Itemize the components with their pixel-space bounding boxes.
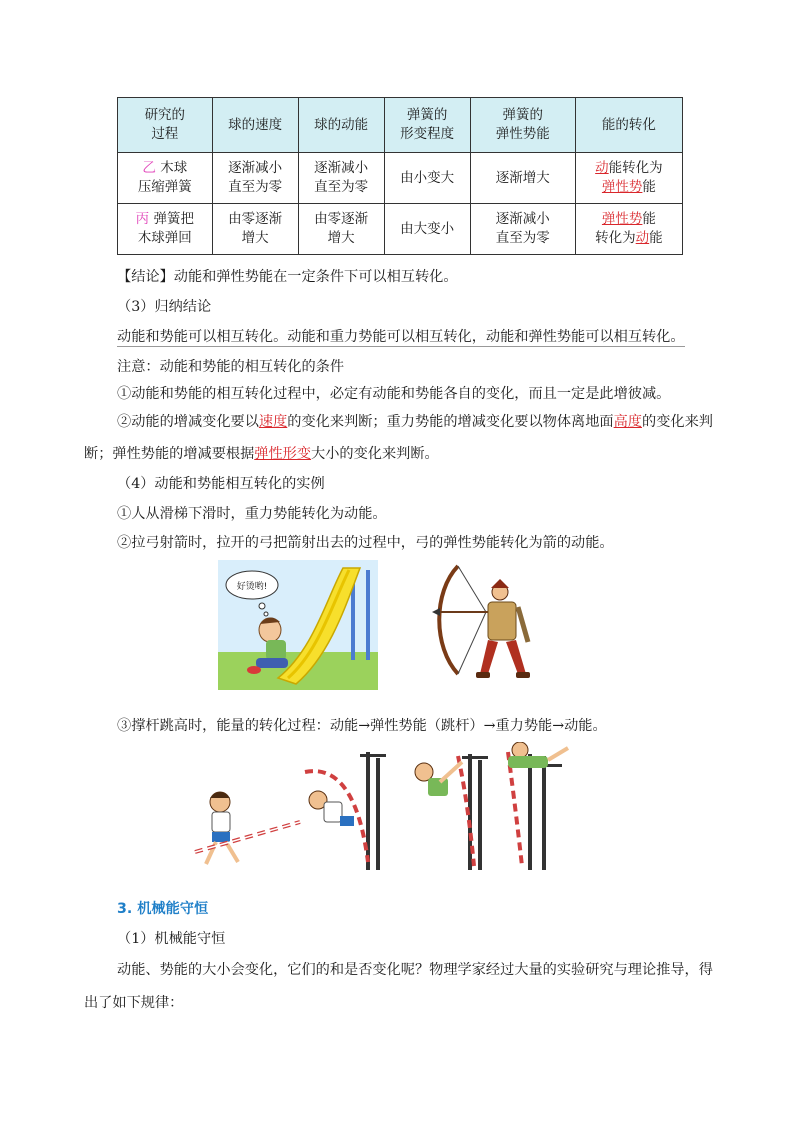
note-title: 注意：动能和势能的相互转化的条件 [117, 359, 345, 375]
paragraph-line-2: 出了如下规律： [84, 995, 184, 1011]
cell-conversion: 弹性势能 转化为动能 [575, 204, 682, 255]
example-1: ①人从滑梯下滑时，重力势能转化为动能。 [117, 506, 387, 522]
archer-illustration [428, 562, 538, 687]
conclusion-text: 【结论】动能和弹性势能在一定条件下可以相互转化。 [117, 269, 458, 285]
header-deformation: 弹簧的 形变程度 [384, 98, 470, 153]
example-2: ②拉弓射箭时，拉开的弓把箭射出去的过程中，弓的弹性势能转化为箭的动能。 [117, 535, 614, 551]
table-header-row [118, 98, 683, 153]
cell-elastic-energy: 逐渐增大 [470, 153, 575, 204]
cell-kinetic-energy: 逐渐减小 直至为零 [298, 153, 384, 204]
cell-deformation: 由小变大 [384, 153, 470, 204]
paragraph-line-1: 动能、势能的大小会变化，它们的和是否变化呢？物理学家经过大量的实验研究与理论推导，得 [117, 962, 713, 978]
speech-bubble-text: 好烫哟! [236, 582, 268, 592]
header-elastic-energy: 弹簧的 弹性势能 [470, 98, 575, 153]
section-3-heading: 3. 机械能守恒 [117, 901, 209, 917]
subsection-title: （1）机械能守恒 [117, 931, 226, 947]
cell-conversion: 动能转化为 弹性势能 [575, 153, 682, 204]
note-1: ①动能和势能的相互转化过程中，必定有动能和势能各自的变化，而且一定是此增彼减。 [117, 386, 671, 402]
experiment-table [117, 97, 683, 255]
slide-illustration [218, 560, 378, 690]
header-conversion: 能的转化 [575, 98, 682, 153]
cell-speed: 逐渐减小 直至为零 [212, 153, 298, 204]
table-row [118, 153, 683, 204]
summary-text: 动能和势能可以相互转化。动能和重力势能可以相互转化，动能和弹性势能可以相互转化。 [117, 329, 685, 345]
header-speed: 球的速度 [212, 98, 298, 153]
note-2: ②动能的增减变化要以速度的变化来判断；重力势能的增减变化要以物体离地面高度的变化来判 [117, 414, 713, 430]
section-4-title: （4）动能和势能相互转化的实例 [117, 476, 325, 492]
table-row [118, 204, 683, 255]
cell-process: 乙 木球 压缩弹簧 [118, 153, 213, 204]
example-3: ③撑杆跳高时，能量的转化过程：动能→弹性势能（跳杆）→重力势能→动能。 [117, 718, 607, 734]
cell-kinetic-energy: 由零逐渐 增大 [298, 204, 384, 255]
header-kinetic-energy: 球的动能 [298, 98, 384, 153]
cell-process: 丙 弹簧把 木球弹回 [118, 204, 213, 255]
cell-deformation: 由大变小 [384, 204, 470, 255]
cell-elastic-energy: 逐渐减小 直至为零 [470, 204, 575, 255]
cell-speed: 由零逐渐 增大 [212, 204, 298, 255]
pole-vault-illustration [190, 742, 600, 874]
note-2-continued: 断；弹性势能的增减要根据弹性形变大小的变化来判断。 [84, 446, 439, 462]
header-process: 研究的 过程 [118, 98, 213, 153]
section-3-title: （3）归纳结论 [117, 299, 212, 315]
